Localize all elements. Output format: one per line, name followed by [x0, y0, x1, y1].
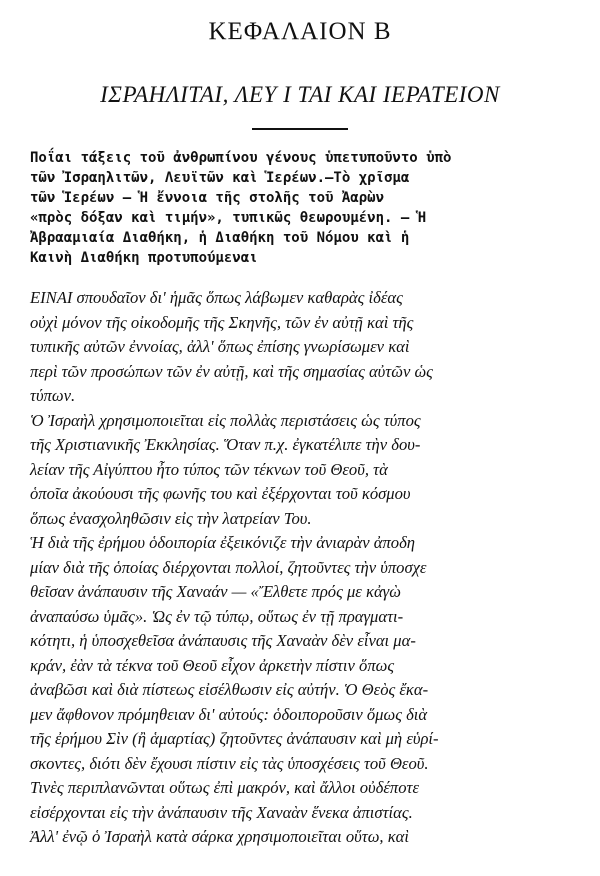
body-line: Τινὲς περιπλανῶνται οὕτως ἐπὶ μακρόν, καὶ ἄλλοι οὐδέποτε [30, 778, 420, 797]
body-line: οὐχὶ μόνον τῆς οἰκοδομῆς τῆς Σκηνῆς, τῶν ἐν αὐτῇ καὶ τῆς [30, 312, 414, 332]
body-line: κότητι, ἡ ὑποσχεθεῖσα ἀνάπαυσις τῆς Χαναὰν δὲν εἶναι μα- [30, 631, 416, 650]
body-line: μεν ἄφθονον πρόμηθειαν δι' αὐτούς: ὁδοιποροῦσιν ὅμως διὰ [30, 704, 428, 724]
body-line: τυπικῆς αὐτῶν ἐννοίας, ἀλλ' ὅπως ἐπίσης γνωρίσωμεν καὶ [30, 337, 410, 356]
body-text [30, 286, 580, 850]
chapter-subtitle: ΙΣΡΑΗΛΙΤΑΙ, ΛΕΥ Ι ΤΑΙ ΚΑΙ ΙΕΡΑΤΕΙΟΝ [100, 82, 500, 107]
summary-line: «πρὸς δόξαν καὶ τιμήν», τυπικῶς θεωρουμένη. — Ἡ [30, 210, 427, 226]
divider-rule [252, 128, 348, 130]
summary-line: τῶν Ἰσραηλιτῶν, Λευϊτῶν καὶ Ἱερέων.—Τὸ χρῖσμα [30, 170, 410, 186]
body-line: τῆς ἐρήμου Σὶν (ἢ ἁμαρτίας) ζητοῦντες ἀνάπαυσιν καὶ μὴ εὑρί- [30, 729, 439, 748]
chapter-summary [30, 148, 575, 268]
body-line: ἀναβῶσι καὶ διὰ πίστεως εἰσέλθωσιν εἰς αὐτήν. Ὁ Θεὸς ἔκα- [30, 680, 429, 699]
body-line: μίαν διὰ τῆς ὁποίας διέρχονται πολλοί, ζητοῦντες τὴν ὑποσχε [30, 557, 427, 577]
body-line: ΕΙΝΑΙ σπουδαῖον δι' ἡμᾶς ὅπως λάβωμεν καθαρὰς ἰδέας [30, 288, 403, 307]
body-line: Ἡ διὰ τῆς ἐρήμου ὁδοιπορία ἐξεικόνιζε τὴν ἀνιαρὰν ἀποδη [30, 533, 416, 552]
body-line: σκοντες, διότι δὲν ἔχουσι πίστιν εἰς τὰς ὑποσχέσεις τοῦ Θεοῦ. [30, 753, 429, 773]
body-line: Ἀλλ' ἐνῷ ὁ Ἰσραὴλ κατὰ σάρκα χρησιμοποιεῖται οὕτω, καὶ [30, 827, 409, 846]
body-line: θεῖσαν ἀνάπαυσιν τῆς Χαναάν — «Ἔλθετε πρός με κἀγὼ [30, 582, 401, 601]
body-line: λείαν τῆς Αἰγύπτου ἦτο τύπος τῶν τέκνων τοῦ Θεοῦ, τὰ [30, 459, 388, 479]
summary-line: Ποΐαι τάξεις τοῦ ἀνθρωπίνου γένους ὑπετυποῦντο ὑπὸ [30, 150, 452, 166]
body-line: εἰσέρχονται εἰς τὴν ἀνάπαυσιν τῆς Χαναὰν ἕνεκα ἀπιστίας. [30, 802, 413, 822]
summary-line: Καινὴ Διαθήκη προτυπούμεναι [30, 250, 258, 266]
body-line: ὅπως ἐνασχοληθῶσιν εἰς τὴν λατρείαν Του. [30, 508, 312, 528]
body-line: Ὁ Ἰσραὴλ χρησιμοποιεῖται εἰς πολλὰς περιστάσεις ὡς τύπος [30, 410, 421, 430]
body-line: περὶ τῶν προσώπων τῶν ἐν αὐτῇ, καὶ τῆς σημασίας αὐτῶν ὡς [30, 361, 433, 381]
body-line: τῆς Χριστιανικῆς Ἐκκλησίας. Ὅταν π.χ. ἐγκατέλιπε τὴν δου- [30, 435, 421, 454]
summary-line: τῶν Ἱερέων — Ἡ ἔννοια τῆς στολῆς τοῦ Ἀαρὼν [30, 190, 385, 206]
body-line: τύπων. [30, 386, 76, 405]
chapter-title: ΚΕΦΑΛΑΙΟΝ Β [208, 18, 392, 45]
body-line: ἀναπαύσω ὑμᾶς». Ὡς ἐν τῷ τύπῳ, οὕτως ἐν τῇ πραγματι- [30, 606, 404, 626]
body-line: ὁποῖα ἀκούουσι τῆς φωνῆς του καὶ ἐξέρχονται τοῦ κόσμου [30, 484, 411, 503]
summary-line: Ἀβρααμιαία Διαθήκη, ἡ Διαθήκη τοῦ Νόμου καὶ ἡ [30, 230, 410, 246]
body-line: κράν, ἐὰν τὰ τέκνα τοῦ Θεοῦ εἶχον ἀρκετὴν πίστιν ὅπως [30, 655, 395, 675]
